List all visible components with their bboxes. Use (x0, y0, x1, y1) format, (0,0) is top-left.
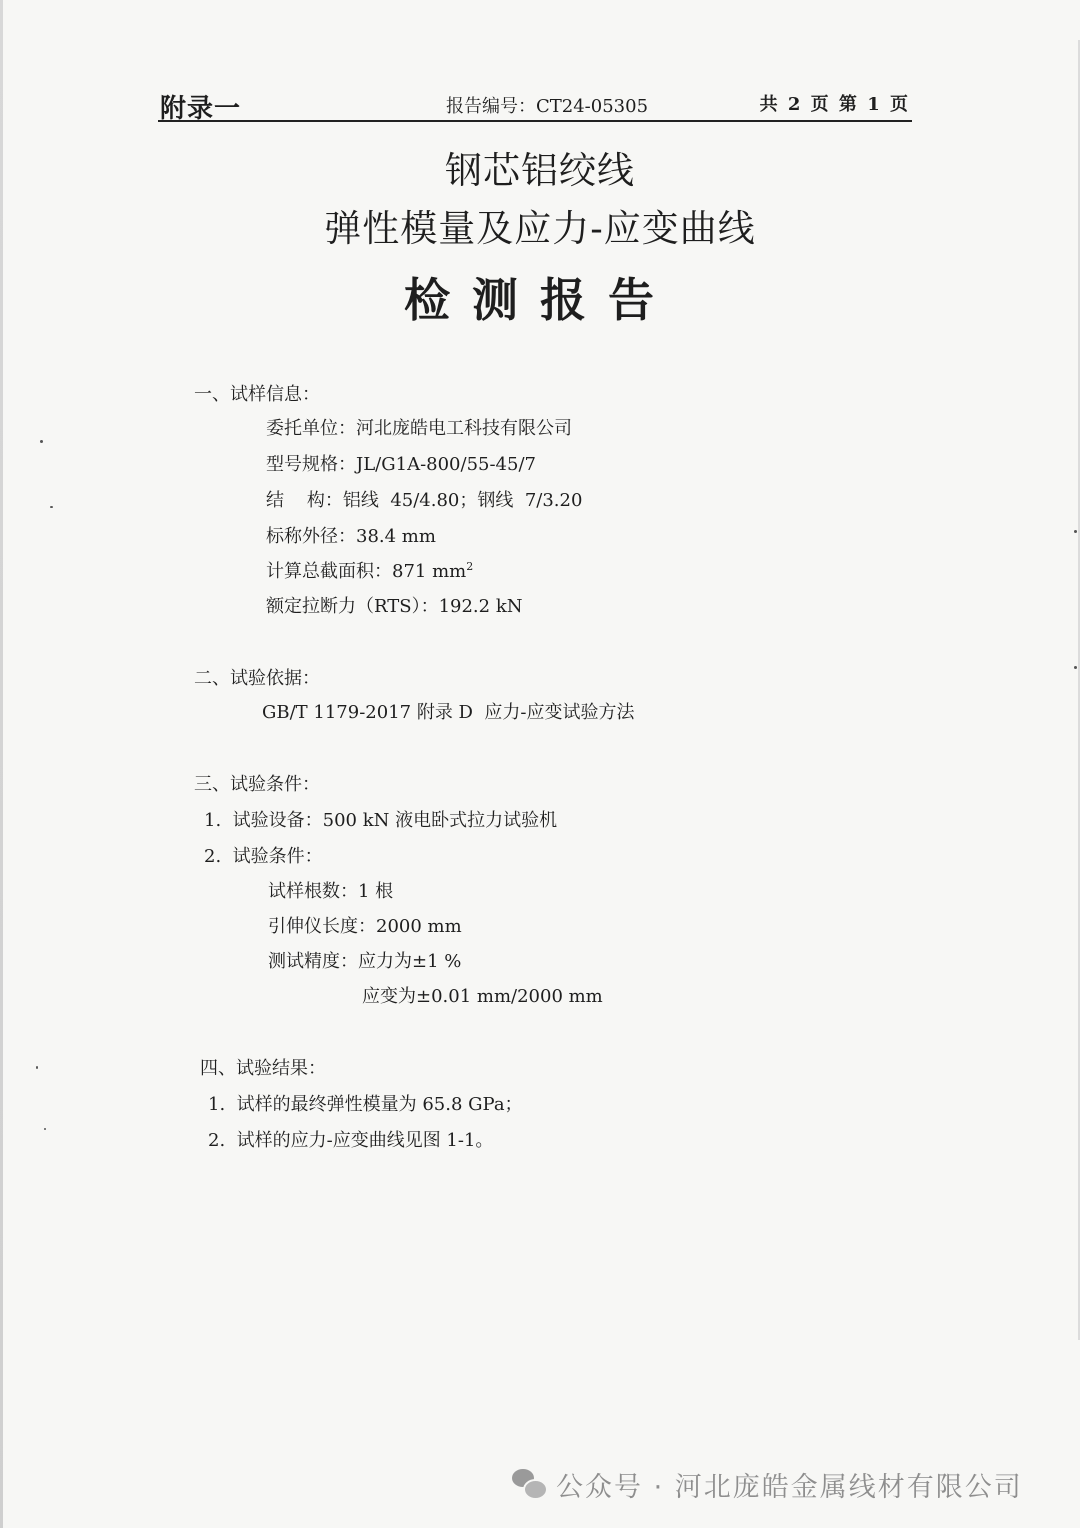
watermark-text: 公众号 · 河北庞皓金属线材有限公司 (556, 1471, 1023, 1503)
result-modulus-line: 1. 试样的最终弹性模量为 65.8 GPa； (208, 1094, 523, 1115)
title-line-1: 钢芯铝绞线 (445, 149, 635, 192)
scan-speck (36, 1066, 38, 1069)
area-line (266, 557, 473, 583)
scan-speck (50, 506, 53, 508)
scan-speck (40, 440, 43, 443)
structure-line: 结 构：铝线 45/4.80；钢线 7/3.20 (266, 490, 583, 511)
scan-speck (44, 1128, 46, 1130)
accuracy-strain-line: 应变为±0.01 mm/2000 mm (362, 986, 603, 1007)
section3-heading: 三、试验条件： (194, 774, 320, 795)
accuracy-line: 测试精度：应力为±1 % (268, 951, 462, 972)
scan-speck (1074, 666, 1077, 669)
sample-count-line: 试样根数：1 根 (268, 881, 394, 902)
wechat-icon (512, 1469, 546, 1499)
equipment-line: 1. 试验设备：500 kN 液电卧式拉力试验机 (204, 810, 558, 831)
section1-heading: 一、试样信息： (194, 384, 320, 405)
section2-heading: 二、试验依据： (194, 668, 320, 689)
client-line: 委托单位：河北庞皓电工科技有限公司 (266, 418, 572, 439)
area-text: 计算总截面积：871 mm (266, 561, 467, 582)
diameter-line: 标称外径：38.4 mm (266, 526, 436, 547)
rts-line: 额定拉断力（RTS）：192.2 kN (266, 596, 523, 617)
conditions-line: 2. 试验条件： (204, 846, 323, 867)
scan-speck (1074, 530, 1077, 533)
watermark (512, 1464, 1023, 1504)
appendix-label: 附录一 (160, 94, 242, 124)
page-header (158, 84, 912, 124)
section4-heading: 四、试验结果： (200, 1058, 326, 1079)
report-number: 报告编号：CT24-05305 (446, 96, 649, 117)
extensometer-line: 引伸仪长度：2000 mm (268, 916, 462, 937)
model-line: 型号规格：JL/G1A-800/55-45/7 (266, 454, 536, 475)
standard-line: GB/T 1179-2017 附录 D 应力-应变试验方法 (262, 702, 635, 723)
title-line-2: 弹性模量及应力-应变曲线 (324, 207, 756, 250)
page-info: 共 2 页 第 1 页 (759, 94, 910, 115)
result-curve-line: 2. 试样的应力-应变曲线见图 1-1。 (208, 1130, 494, 1151)
title-line-3: 检测报告 (404, 273, 676, 327)
header-rule (158, 120, 912, 122)
area-superscript: 2 (466, 560, 474, 573)
